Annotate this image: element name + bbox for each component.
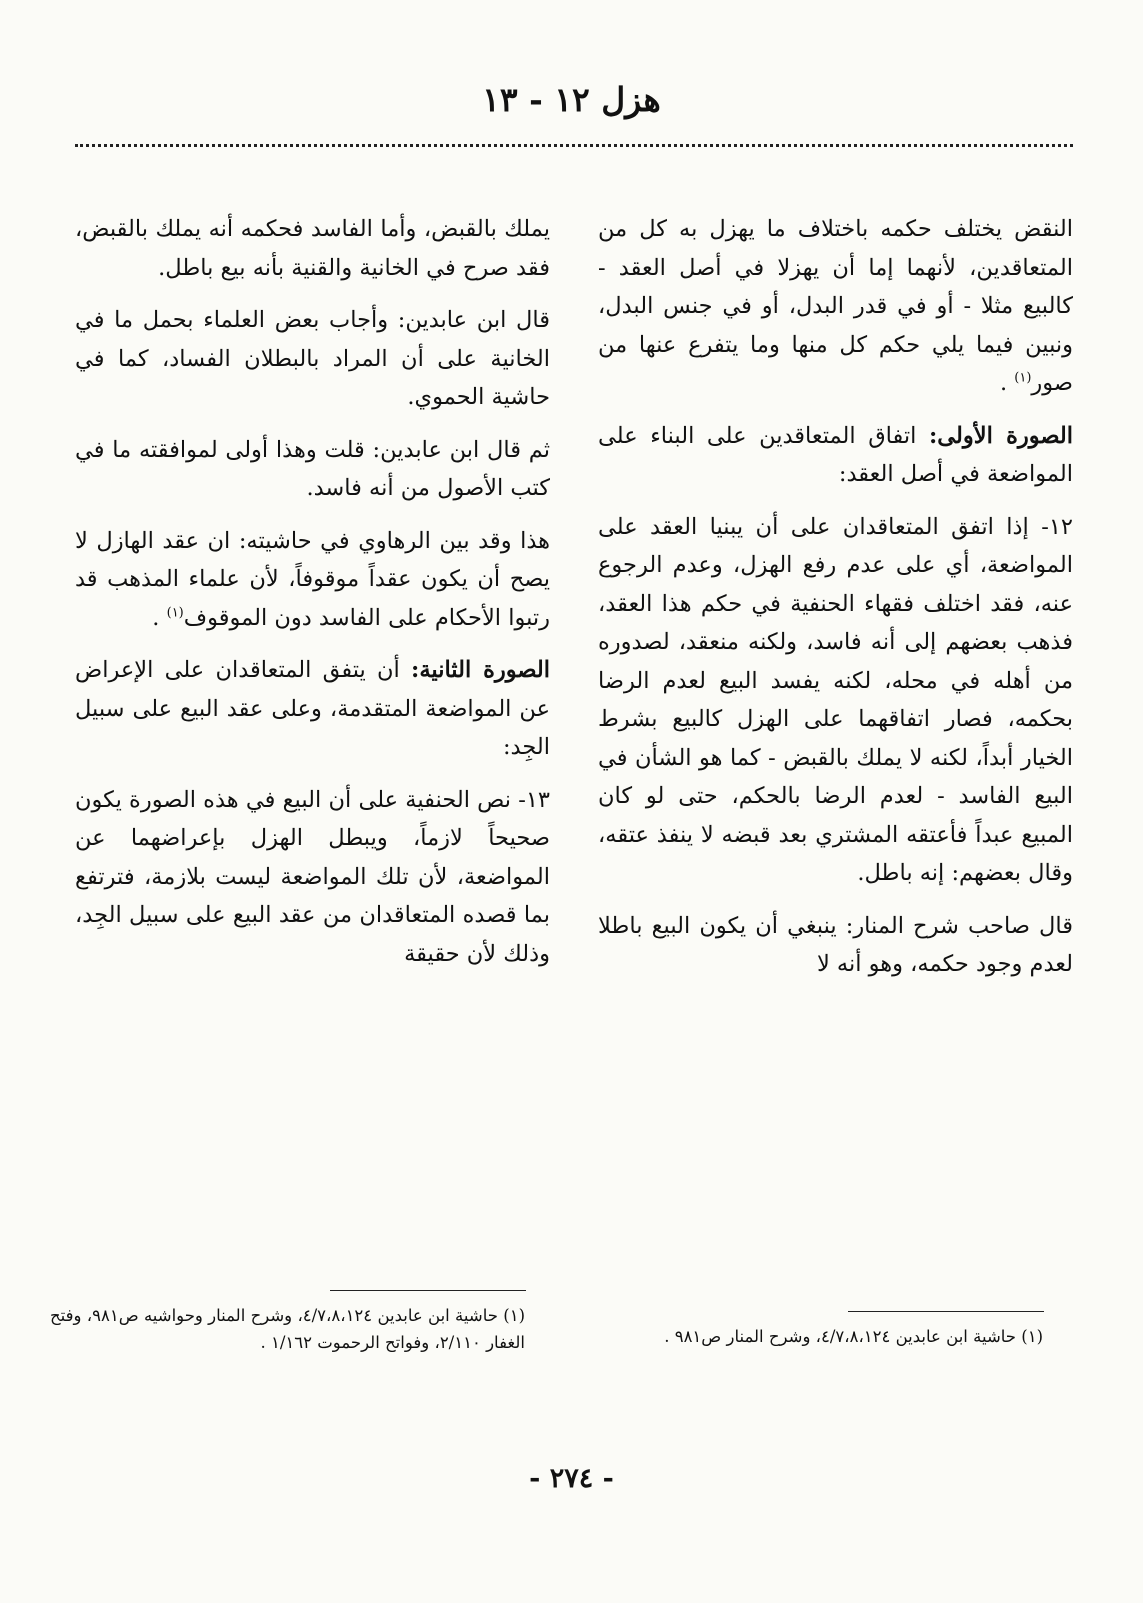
footnote-text: (١) حاشية ابن عابدين ٤/٧،٨،١٢٤، وشرح المنار وحواشيه ص٩٨١، وفتح الغفار ٢/١١٠، وفواتح الرحموت ١/١٦٢ . (50, 1306, 525, 1352)
footnote-separator-right (848, 1311, 1044, 1312)
paragraph: ثم قال ابن عابدين: قلت وهذا أولى لموافقته ما في كتب الأصول من أنه فاسد. (75, 436, 550, 501)
paragraph: يملك بالقبض، وأما الفاسد فحكمه أنه يملك بالقبض، فقد صرح في الخانية والقنية بأنه بيع باطل. (75, 216, 550, 281)
page-title: هزل ١٢ - ١٣ (482, 80, 661, 119)
paragraph: قال صاحب شرح المنار: ينبغي أن يكون البيع باطلا لعدم وجود حكمه، وهو أنه لا (598, 912, 1073, 977)
left-column (75, 210, 550, 987)
footnote-separator-left (330, 1290, 526, 1291)
footnote-left (50, 1302, 525, 1356)
paragraph-text: النقض يختلف حكمه باختلاف ما يهزل به كل من المتعاقدين، لأنهما إما أن يهزلا في أصل العقد - كالبيع مثلا - أو في قدر البدل، أو في جنس البدل، ونبين فيما يلي حكم كل منها وما يتفرع عنها من صور (598, 216, 1073, 396)
section-heading-paragraph (75, 651, 550, 767)
paragraph (598, 210, 1073, 403)
paragraph-end: . (152, 604, 167, 631)
section-heading: الصورة الأولى: (929, 422, 1074, 449)
paragraph: ١٣- نص الحنفية على أن البيع في هذه الصورة يكون صحيحاً لازماً، ويبطل الهزل بإعراضهما عن المواضعة، لأن تلك المواضعة ليست بلازمة، فترتفع بما قصده المتعاقدان من عقد البيع على سبيل الجِد، وذلك لأن حقيقة (75, 786, 550, 967)
section-heading-paragraph (598, 417, 1073, 494)
paragraph-end: . (999, 370, 1015, 396)
footnote-ref: (١) (166, 605, 184, 620)
paragraph: قال ابن عابدين: وأجاب بعض العلماء بحمل ما في الخانية على أن المراد بالبطلان الفساد، كما في حاشية الحموي. (75, 307, 550, 410)
paragraph-text: أن يتفق المتعاقدان على الإعراض عن المواضعة المتقدمة، وعلى عقد البيع على سبيل الجِد: (75, 657, 550, 760)
dotted-divider (75, 144, 1073, 147)
footnote-right (568, 1323, 1043, 1350)
footnote-ref: (١) (1014, 370, 1032, 386)
paragraph (75, 522, 550, 638)
paragraph: ١٢- إذا اتفق المتعاقدان على أن يبنيا العقد على المواضعة، أي على عدم رفع الهزل، وعدم الرجوع عنه، فقد اختلف فقهاء الحنفية في حكم هذا العقد، فذهب بعضهم إلى أنه فاسد، ولكنه منعقد، لصدوره من أهله في محله، لكنه يفسد البيع لعدم الرضا بحكمه، فصار اتفاقهما على الهزل كالبيع بشرط الخيار أبداً، لكنه لا يملك بالقبض - كما هو الشأن في البيع الفاسد - لعدم الرضا بالحكم، حتى لو كان المبيع عبداً فأعتقه المشتري بعد قبضه لا ينفذ عتقه، وقال بعضهم: إنه باطل. (598, 513, 1073, 886)
page-number: - ٢٧٤ - (529, 1463, 614, 1494)
section-heading: الصورة الثانية: (411, 657, 550, 683)
right-column (598, 210, 1073, 998)
paragraph-text: اتفاق المتعاقدين على البناء على المواضعة في أصل العقد: (598, 422, 1073, 487)
paragraph-text: هذا وقد بين الرهاوي في حاشيته: ان عقد الهازل لا يصح أن يكون عقداً موقوفاً، لأن علماء المذهب قد رتبوا الأحكام على الفاسد دون الموقوف (75, 527, 550, 631)
footnote-text: (١) حاشية ابن عابدين ٤/٧،٨،١٢٤، وشرح المنار ص٩٨١ . (664, 1327, 1043, 1346)
